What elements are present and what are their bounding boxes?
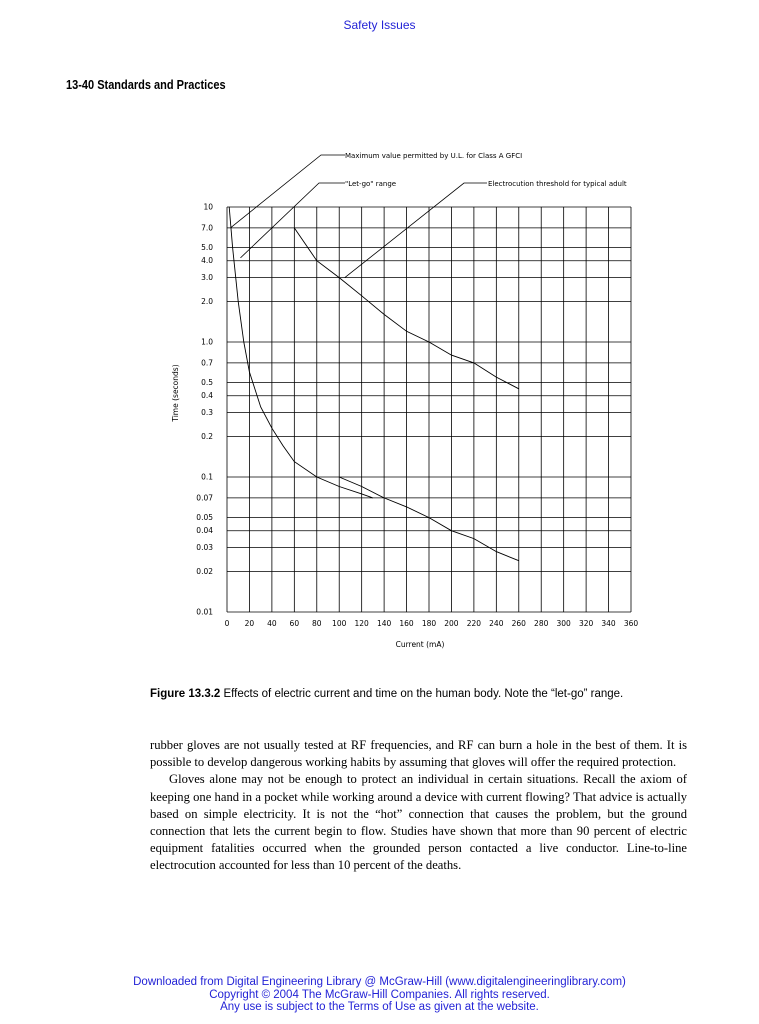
y-tick-label: 0.02	[196, 566, 213, 576]
y-tick-label: 0.2	[201, 431, 213, 441]
x-tick-label: 220	[466, 619, 482, 628]
y-tick-label: 10	[203, 202, 213, 212]
current-time-chart	[160, 140, 680, 660]
y-tick-label: 0.07	[196, 493, 213, 503]
y-tick-label: 2.0	[201, 296, 213, 306]
y-tick-label: 4.0	[201, 256, 213, 266]
y-tick-label: 0.7	[201, 358, 213, 368]
footer-download-link[interactable]: Downloaded from Digital Engineering Library @ McGraw-Hill (www.digitalengineeringlibrary.com)	[133, 976, 626, 988]
x-tick-label: 340	[601, 619, 616, 628]
y-tick-label: 0.4	[201, 391, 213, 401]
annotation-let-go-leader	[240, 183, 345, 258]
running-head: 13-40 Standards and Practices	[66, 78, 226, 92]
annotation-electrocution-label: Electrocution threshold for typical adult	[488, 180, 627, 188]
x-tick-label: 320	[578, 619, 594, 628]
annotation-electrocution-leader	[345, 183, 487, 278]
x-tick-label: 360	[623, 619, 639, 628]
figure-label: Figure 13.3.2	[150, 688, 221, 700]
x-tick-label: 140	[376, 619, 392, 628]
x-tick-label: 240	[489, 619, 504, 628]
y-tick-labels	[196, 203, 213, 617]
chart-y-axis-label: Time (seconds)	[171, 364, 180, 422]
x-tick-label: 300	[556, 619, 571, 628]
y-tick-label: 0.03	[196, 543, 213, 553]
chart-curves	[229, 207, 519, 561]
x-tick-label: 40	[267, 619, 277, 628]
y-tick-label: 5.0	[201, 243, 213, 253]
chart-grid	[227, 207, 631, 612]
y-tick-label: 0.3	[201, 408, 213, 418]
x-tick-label: 180	[421, 619, 437, 628]
annotation-gfci-label: Maximum value permitted by U.L. for Class A GFCI	[345, 152, 523, 160]
x-tick-label: 200	[444, 619, 459, 628]
x-tick-label: 100	[332, 619, 347, 628]
figure-caption	[150, 688, 710, 700]
x-tick-label: 280	[534, 619, 549, 628]
x-tick-label: 80	[312, 619, 322, 628]
annotation-gfci-leader	[230, 155, 345, 228]
body-paragraph: rubber gloves are not usually tested at RF frequencies, and RF can burn a hole in the best of them. It is possible to develop dangerous working habits by assuming that gloves will offer the required protection.	[150, 738, 687, 770]
header-section-link[interactable]: Safety Issues	[343, 18, 416, 32]
body-text	[150, 737, 687, 875]
y-tick-label: 7.0	[201, 223, 213, 233]
x-tick-label: 160	[399, 619, 414, 628]
y-tick-label: 0.01	[196, 607, 213, 617]
gfci-max-curve	[229, 207, 373, 498]
y-tick-label: 1.0	[201, 337, 213, 347]
x-tick-label: 60	[289, 619, 300, 628]
y-tick-label: 0.5	[201, 378, 213, 388]
footer-copyright-line: Copyright © 2004 The McGraw-Hill Companies. All rights reserved.	[209, 988, 550, 1001]
x-tick-label: 260	[511, 619, 526, 628]
footer-copyright	[0, 976, 759, 1014]
y-tick-label: 0.1	[201, 472, 213, 482]
x-tick-label: 120	[354, 619, 369, 628]
x-tick-label: 20	[244, 619, 255, 628]
body-paragraph: Gloves alone may not be enough to protect an individual in certain situations. Recall the axiom of keeping one hand in a pocket while working around a device with current flowing? That advice is actually based on simple electricity. It is not the “hot” connection that causes the problem, but the ground connection that lets the current begin to flow. Studies have shown that more than 90 percent of electric equipment fatalities occurred when the grounded person contacted a live conductor. Line-to-line electrocution accounted for less than 10 percent of the deaths.	[150, 772, 687, 873]
figure-caption-text: Effects of electric current and time on the human body. Note the “let-go” range.	[223, 688, 624, 700]
chart-x-axis-label: Current (mA)	[395, 640, 445, 649]
x-tick-labels	[225, 619, 639, 628]
y-tick-label: 0.05	[196, 513, 213, 523]
footer-terms-link[interactable]: Any use is subject to the Terms of Use as given at the website.	[220, 1001, 539, 1014]
y-tick-label: 3.0	[201, 273, 213, 283]
annotation-let-go-label: "Let-go" range	[345, 180, 397, 188]
x-tick-label: 0	[224, 619, 230, 628]
y-tick-label: 0.04	[196, 526, 213, 536]
